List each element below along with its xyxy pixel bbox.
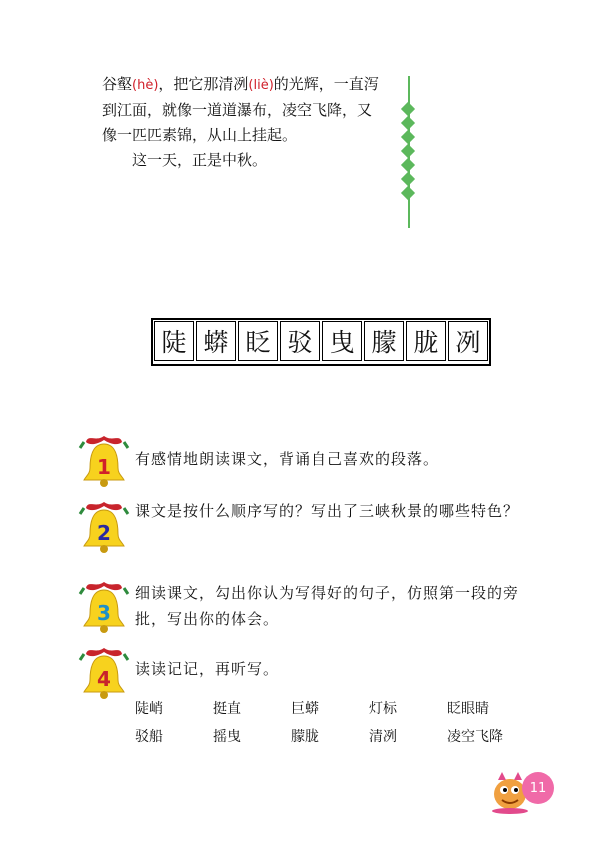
diamond-icon xyxy=(401,130,415,144)
exercise-text: 读读记记，再听写。 xyxy=(135,660,280,678)
diamond-icon xyxy=(401,186,415,200)
vocabulary-row xyxy=(135,694,525,722)
new-characters-box xyxy=(151,318,491,366)
exercise-text: 课文是按什么顺序写的？写出了三峡秋景的哪些特色？ xyxy=(135,502,520,520)
new-character: 冽 xyxy=(448,321,488,361)
new-character: 朦 xyxy=(364,321,404,361)
exercise-text: 细读课文，勾出你认为写得好的句子，仿照第一段的旁批，写出你的体会。 xyxy=(135,584,520,628)
bell-icon xyxy=(78,432,130,488)
new-character: 曳 xyxy=(322,321,362,361)
vocabulary-word: 驳船 xyxy=(135,729,163,745)
exercise-number: 2 xyxy=(97,521,111,545)
vocabulary-word: 朦胧 xyxy=(291,729,319,745)
exercise-number: 3 xyxy=(97,601,111,625)
vocabulary-word: 陡峭 xyxy=(135,701,163,717)
vocabulary-row xyxy=(135,722,525,750)
diamond-icon xyxy=(401,158,415,172)
new-character: 陡 xyxy=(154,321,194,361)
new-character: 驳 xyxy=(280,321,320,361)
new-character: 眨 xyxy=(238,321,278,361)
vocabulary-word: 凌空飞降 xyxy=(447,729,503,745)
passage-line-2: 到江面，就像一道道瀑布，凌空飞降，又 xyxy=(102,101,373,119)
exercise-text: 有感情地朗读课文，背诵自己喜欢的段落。 xyxy=(135,450,440,468)
vocabulary-list xyxy=(135,694,525,750)
diamond-icon xyxy=(401,172,415,186)
diamond-icon xyxy=(401,102,415,116)
pinyin-lie: (liè) xyxy=(248,78,274,93)
vocabulary-word: 眨眼睛 xyxy=(447,701,489,717)
bell-icon xyxy=(78,578,130,634)
exercise-number: 4 xyxy=(97,667,111,691)
new-character: 蟒 xyxy=(196,321,236,361)
diamond-icon xyxy=(401,144,415,158)
new-character: 胧 xyxy=(406,321,446,361)
passage-excerpt xyxy=(102,72,402,173)
exercise-number: 1 xyxy=(97,455,111,479)
vocabulary-word: 清冽 xyxy=(369,729,397,745)
bell-icon xyxy=(78,498,130,554)
page-number: 11 xyxy=(522,772,554,804)
pinyin-he: (hè) xyxy=(132,78,159,93)
vocabulary-word: 灯标 xyxy=(369,701,397,717)
vocabulary-word: 巨蟒 xyxy=(291,701,319,717)
vocabulary-word: 摇曳 xyxy=(213,729,241,745)
vocabulary-word: 挺直 xyxy=(213,701,241,717)
passage-line-3: 像一匹匹素锦，从山上挂起。 xyxy=(102,126,298,144)
bell-icon xyxy=(78,644,130,700)
passage-line-4: 这一天，正是中秋。 xyxy=(132,151,268,169)
passage-line-1: 谷壑(hè)，把它那清冽(liè)的光辉，一直泻 xyxy=(102,75,379,93)
diamond-icon xyxy=(401,116,415,130)
